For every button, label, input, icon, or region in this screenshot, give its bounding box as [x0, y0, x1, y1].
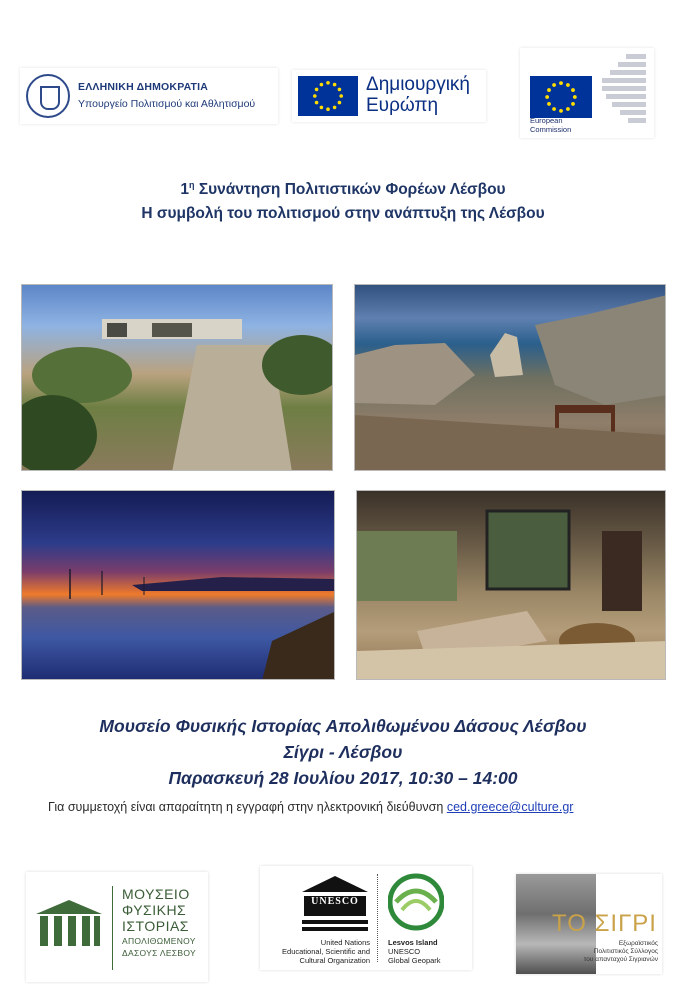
unesco-geopark-logo — [260, 866, 472, 970]
registration-note — [48, 800, 573, 814]
geopark-line3: Global Geopark — [388, 956, 441, 965]
eu-star-icon — [571, 102, 575, 106]
museum-line3: ΙΣΤΟΡΙΑΣ — [122, 918, 189, 934]
event-venue: Μουσείο Φυσικής Ιστορίας Απολιθωμένου Δάσους Λέσβου — [99, 716, 587, 736]
sigri-association-logo — [516, 874, 662, 974]
eu-star-icon — [545, 95, 549, 99]
greek-ministry-logo — [20, 68, 278, 124]
sigri-name: ΤΟ ΣΙΓΡΙ — [552, 910, 657, 937]
eu-star-icon — [339, 94, 343, 98]
unesco-line1: United Nations — [320, 938, 370, 947]
page-title-line2: Η συμβολή του πολιτισμού στην ανάπτυξη της Λέσβου — [141, 205, 545, 222]
ec-line2: Commission — [530, 125, 572, 134]
event-location: Σίγρι - Λέσβου — [283, 742, 403, 762]
title-line1-rest: Συνάντηση Πολιτιστικών Φορέων Λέσβου — [194, 181, 506, 199]
eu-star-icon — [552, 107, 556, 111]
museum-line1: ΜΟΥΣΕΙΟ — [122, 886, 190, 902]
creative-europe-logo — [292, 70, 486, 122]
geopark-swirl-icon — [388, 872, 444, 932]
commission-building-icon — [602, 54, 646, 128]
museum-temple-icon — [36, 900, 102, 950]
eu-star-icon — [338, 88, 342, 92]
page-title-line1 — [0, 180, 686, 199]
unesco-line2: Educational, Scientific and — [282, 947, 370, 956]
geopark-line2: UNESCO — [388, 947, 421, 956]
eu-star-icon — [333, 83, 337, 87]
eu-flag-icon — [530, 76, 592, 118]
eu-star-icon — [320, 83, 324, 87]
unesco-wordmark: UNESCO — [311, 896, 359, 907]
european-commission-logo — [520, 48, 654, 138]
title-superscript: η — [189, 180, 195, 190]
unesco-divider — [377, 874, 379, 962]
eu-star-icon — [326, 81, 330, 85]
greek-emblem-icon — [26, 74, 70, 118]
eu-star-icon — [547, 88, 551, 92]
registration-text: Για συμμετοχή είναι απαραίτητη η εγγραφή στην ηλεκτρονική διεύθυνση — [48, 800, 447, 814]
eu-flag-icon — [298, 76, 358, 116]
museum-divider — [112, 886, 113, 970]
eu-star-icon — [547, 102, 551, 106]
registration-email-link[interactable]: ced.greece@culture.gr — [446, 800, 574, 814]
sigri-line2: Πολιτιστικός Σύλλογος — [593, 948, 658, 955]
european-commission-text — [530, 116, 571, 134]
museum-logo — [26, 872, 208, 982]
eu-star-icon — [320, 106, 324, 110]
greek-ministry-line2: Υπουργείο Πολιτισμού και Αθλητισμού — [78, 98, 256, 110]
museum-line5: ΔΑΣΟΥΣ ΛΕΣΒΟΥ — [122, 948, 196, 958]
eu-star-icon — [552, 83, 556, 87]
eu-star-icon — [313, 94, 317, 98]
eu-star-icon — [315, 101, 319, 105]
eu-star-icon — [333, 106, 337, 110]
museum-line2: ΦΥΣΙΚΗΣ — [122, 902, 187, 918]
greek-ministry-line1: ΕΛΛΗΝΙΚΗ ΔΗΜΟΚΡΑΤΙΑ — [78, 81, 209, 93]
unesco-line3: Cultural Organization — [299, 956, 370, 965]
museum-line4: ΑΠΟΛΙΘΩΜΕΝΟΥ — [122, 936, 196, 946]
sunset-bay-photo — [21, 490, 335, 680]
eu-star-icon — [559, 81, 563, 85]
coast-rocks-photo — [354, 284, 666, 471]
event-datetime: Παρασκευή 28 Ιουλίου 2017, 10:30 – 14:00 — [168, 768, 518, 788]
eu-star-icon — [571, 88, 575, 92]
eu-star-icon — [573, 95, 577, 99]
ec-line1: European — [530, 116, 563, 125]
eu-star-icon — [566, 83, 570, 87]
sigri-line3: του απανταχού Σιγριανών — [583, 956, 658, 963]
museum-building-photo — [21, 284, 333, 471]
title-number: 1 — [180, 181, 190, 199]
eu-star-icon — [559, 109, 563, 113]
sigri-line1: Εξωραϊστικός — [618, 940, 658, 947]
creative-europe-line2: Ευρώπη — [366, 95, 439, 116]
eu-star-icon — [566, 107, 570, 111]
geopark-line1: Lesvos Island — [388, 938, 438, 947]
eu-star-icon — [326, 107, 330, 111]
creative-europe-line1: Δημιουργική — [366, 74, 470, 95]
eu-star-icon — [338, 101, 342, 105]
eu-star-icon — [315, 88, 319, 92]
museum-interior-photo — [356, 490, 666, 680]
